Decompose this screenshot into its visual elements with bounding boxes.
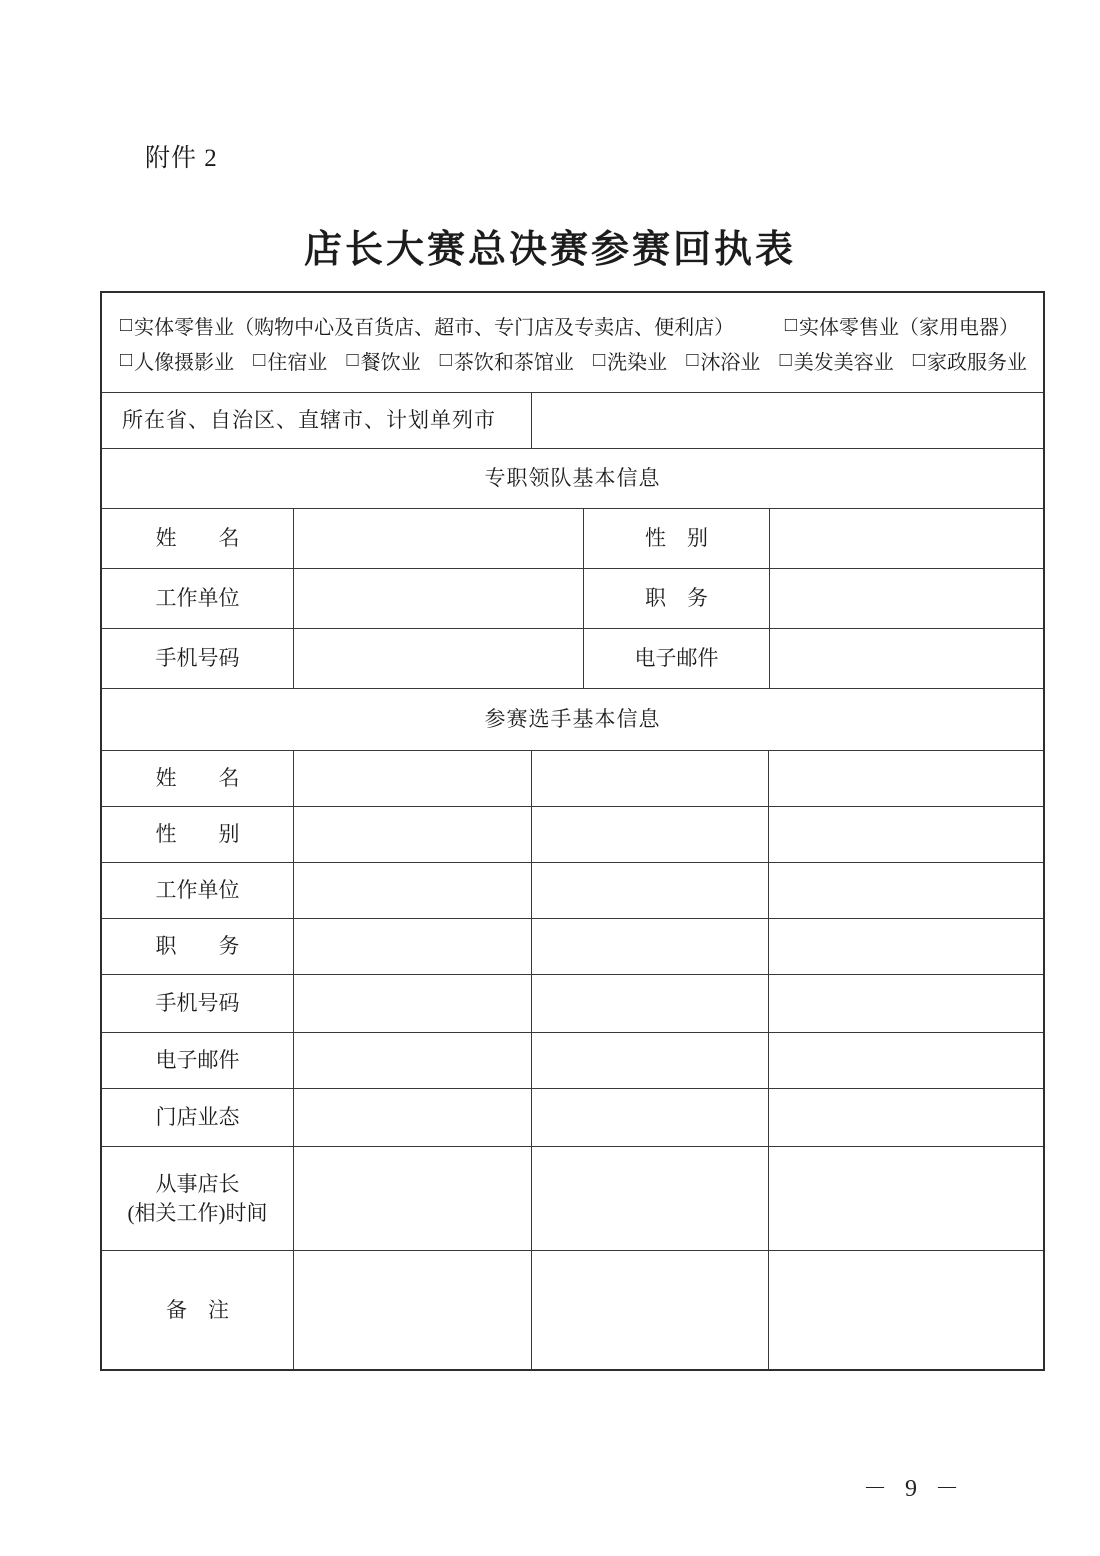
contestant-gender-label: 性 别 <box>102 807 294 862</box>
checkbox-item-retail-appliance <box>785 311 1019 340</box>
checkbox-label: 实体零售业（购物中心及百货店、超市、专门店及专卖店、便利店） <box>134 316 735 339</box>
checkbox-icon: □ <box>912 348 925 371</box>
checkbox-item-catering <box>347 346 421 375</box>
contestant-email-cell-3 <box>769 1033 1043 1088</box>
tenure-label-line1: 从事店长 <box>155 1172 240 1197</box>
checkbox-label: 洗染业 <box>607 351 668 374</box>
checkbox-icon: □ <box>686 348 699 371</box>
leader-gender-cell <box>770 509 1043 568</box>
leader-row-name-gender <box>102 509 1043 569</box>
leader-duty-label: 职 务 <box>584 569 770 628</box>
leader-name-label: 姓 名 <box>102 509 294 568</box>
contestant-tenure-label <box>102 1147 294 1250</box>
checkbox-item-lodging <box>253 346 327 375</box>
contestant-row-duty <box>102 919 1043 975</box>
checkbox-label: 家政服务业 <box>926 351 1027 374</box>
province-input-cell <box>532 393 1043 448</box>
leader-gender-label: 性 别 <box>584 509 770 568</box>
checkbox-item-beauty <box>780 346 894 375</box>
page-number: － 9 － <box>863 1476 965 1502</box>
leader-row-work-duty <box>102 569 1043 629</box>
province-label: 所在省、自治区、直辖市、计划单列市 <box>102 393 532 448</box>
contestant-storetype-label: 门店业态 <box>102 1089 294 1146</box>
leader-section-title: 专职领队基本信息 <box>484 466 661 491</box>
contestant-duty-cell-3 <box>769 919 1043 974</box>
checkbox-item-bath <box>686 346 760 375</box>
leader-phone-label: 手机号码 <box>102 629 294 688</box>
checkbox-icon: □ <box>346 348 359 371</box>
contestant-storetype-cell-3 <box>769 1089 1043 1146</box>
contestant-row-gender <box>102 807 1043 863</box>
checkbox-label: 美发美容业 <box>793 351 894 374</box>
checkbox-icon: □ <box>779 348 792 371</box>
checkbox-label: 沐浴业 <box>700 351 761 374</box>
checkbox-label: 人像摄影业 <box>134 351 235 374</box>
contestant-name-cell-3 <box>769 751 1043 806</box>
province-row <box>102 393 1043 449</box>
contestant-tenure-cell-3 <box>769 1147 1043 1250</box>
contestant-phone-label: 手机号码 <box>102 975 294 1032</box>
contestant-row-workunit <box>102 863 1043 919</box>
leader-row-phone-email <box>102 629 1043 689</box>
contestant-workunit-label: 工作单位 <box>102 863 294 918</box>
checkbox-icon: □ <box>593 348 606 371</box>
contestant-workunit-cell-3 <box>769 863 1043 918</box>
contestant-gender-cell-3 <box>769 807 1043 862</box>
contestant-row-email <box>102 1033 1043 1089</box>
contestant-row-storetype <box>102 1089 1043 1147</box>
contestant-workunit-cell-2 <box>532 863 769 918</box>
contestant-row-phone <box>102 975 1043 1033</box>
contestant-phone-cell-1 <box>294 975 532 1032</box>
checkbox-icon: □ <box>439 348 452 371</box>
contestant-tenure-cell-1 <box>294 1147 532 1250</box>
checkbox-icon: □ <box>120 348 133 371</box>
contestant-email-label: 电子邮件 <box>102 1033 294 1088</box>
industry-line-1 <box>120 311 1027 340</box>
form-table <box>100 291 1045 1371</box>
contestant-storetype-cell-2 <box>532 1089 769 1146</box>
contestant-storetype-cell-1 <box>294 1089 532 1146</box>
checkbox-label: 住宿业 <box>267 351 328 374</box>
contestant-phone-cell-2 <box>532 975 769 1032</box>
leader-workunit-label: 工作单位 <box>102 569 294 628</box>
contestant-gender-cell-2 <box>532 807 769 862</box>
contestant-email-cell-1 <box>294 1033 532 1088</box>
industry-checkbox-row <box>102 293 1043 393</box>
checkbox-item-photography <box>120 346 234 375</box>
checkbox-icon: □ <box>253 348 266 371</box>
contestant-email-cell-2 <box>532 1033 769 1088</box>
remark-cell-3 <box>769 1251 1043 1369</box>
contestant-row-tenure <box>102 1147 1043 1251</box>
contestant-row-remark <box>102 1251 1043 1369</box>
contestant-duty-cell-1 <box>294 919 532 974</box>
remark-cell-2 <box>532 1251 769 1369</box>
checkbox-item-teahouse <box>440 346 574 375</box>
contestant-gender-cell-1 <box>294 807 532 862</box>
contestant-name-cell-2 <box>532 751 769 806</box>
leader-duty-cell <box>770 569 1043 628</box>
contestant-tenure-cell-2 <box>532 1147 769 1250</box>
contestant-row-name <box>102 751 1043 807</box>
page-title: 店长大赛总决赛参赛回执表 <box>303 229 796 271</box>
remark-label: 备 注 <box>102 1251 294 1369</box>
contestant-duty-cell-2 <box>532 919 769 974</box>
attachment-label: 附件 2 <box>145 145 218 172</box>
checkbox-item-retail <box>120 311 734 340</box>
checkbox-icon: □ <box>120 313 133 336</box>
contestant-name-cell-1 <box>294 751 532 806</box>
remark-cell-1 <box>294 1251 532 1369</box>
tenure-label-line2: (相关工作)时间 <box>127 1200 268 1225</box>
leader-section-header-row <box>102 449 1043 509</box>
leader-name-cell <box>294 509 584 568</box>
contestant-section-header-row <box>102 689 1043 751</box>
checkbox-icon: □ <box>784 313 797 336</box>
leader-phone-cell <box>294 629 584 688</box>
contestant-phone-cell-3 <box>769 975 1043 1032</box>
checkbox-label: 餐饮业 <box>360 351 421 374</box>
leader-workunit-cell <box>294 569 584 628</box>
contestant-section-title: 参赛选手基本信息 <box>484 707 661 732</box>
checkbox-label: 茶饮和茶馆业 <box>453 351 574 374</box>
contestant-workunit-cell-1 <box>294 863 532 918</box>
industry-line-2 <box>120 346 1027 375</box>
checkbox-label: 实体零售业（家用电器） <box>799 316 1019 339</box>
leader-email-cell <box>770 629 1043 688</box>
leader-email-label: 电子邮件 <box>584 629 770 688</box>
contestant-duty-label: 职 务 <box>102 919 294 974</box>
checkbox-item-housekeeping <box>913 346 1027 375</box>
checkbox-item-laundry <box>593 346 667 375</box>
contestant-name-label: 姓 名 <box>102 751 294 806</box>
